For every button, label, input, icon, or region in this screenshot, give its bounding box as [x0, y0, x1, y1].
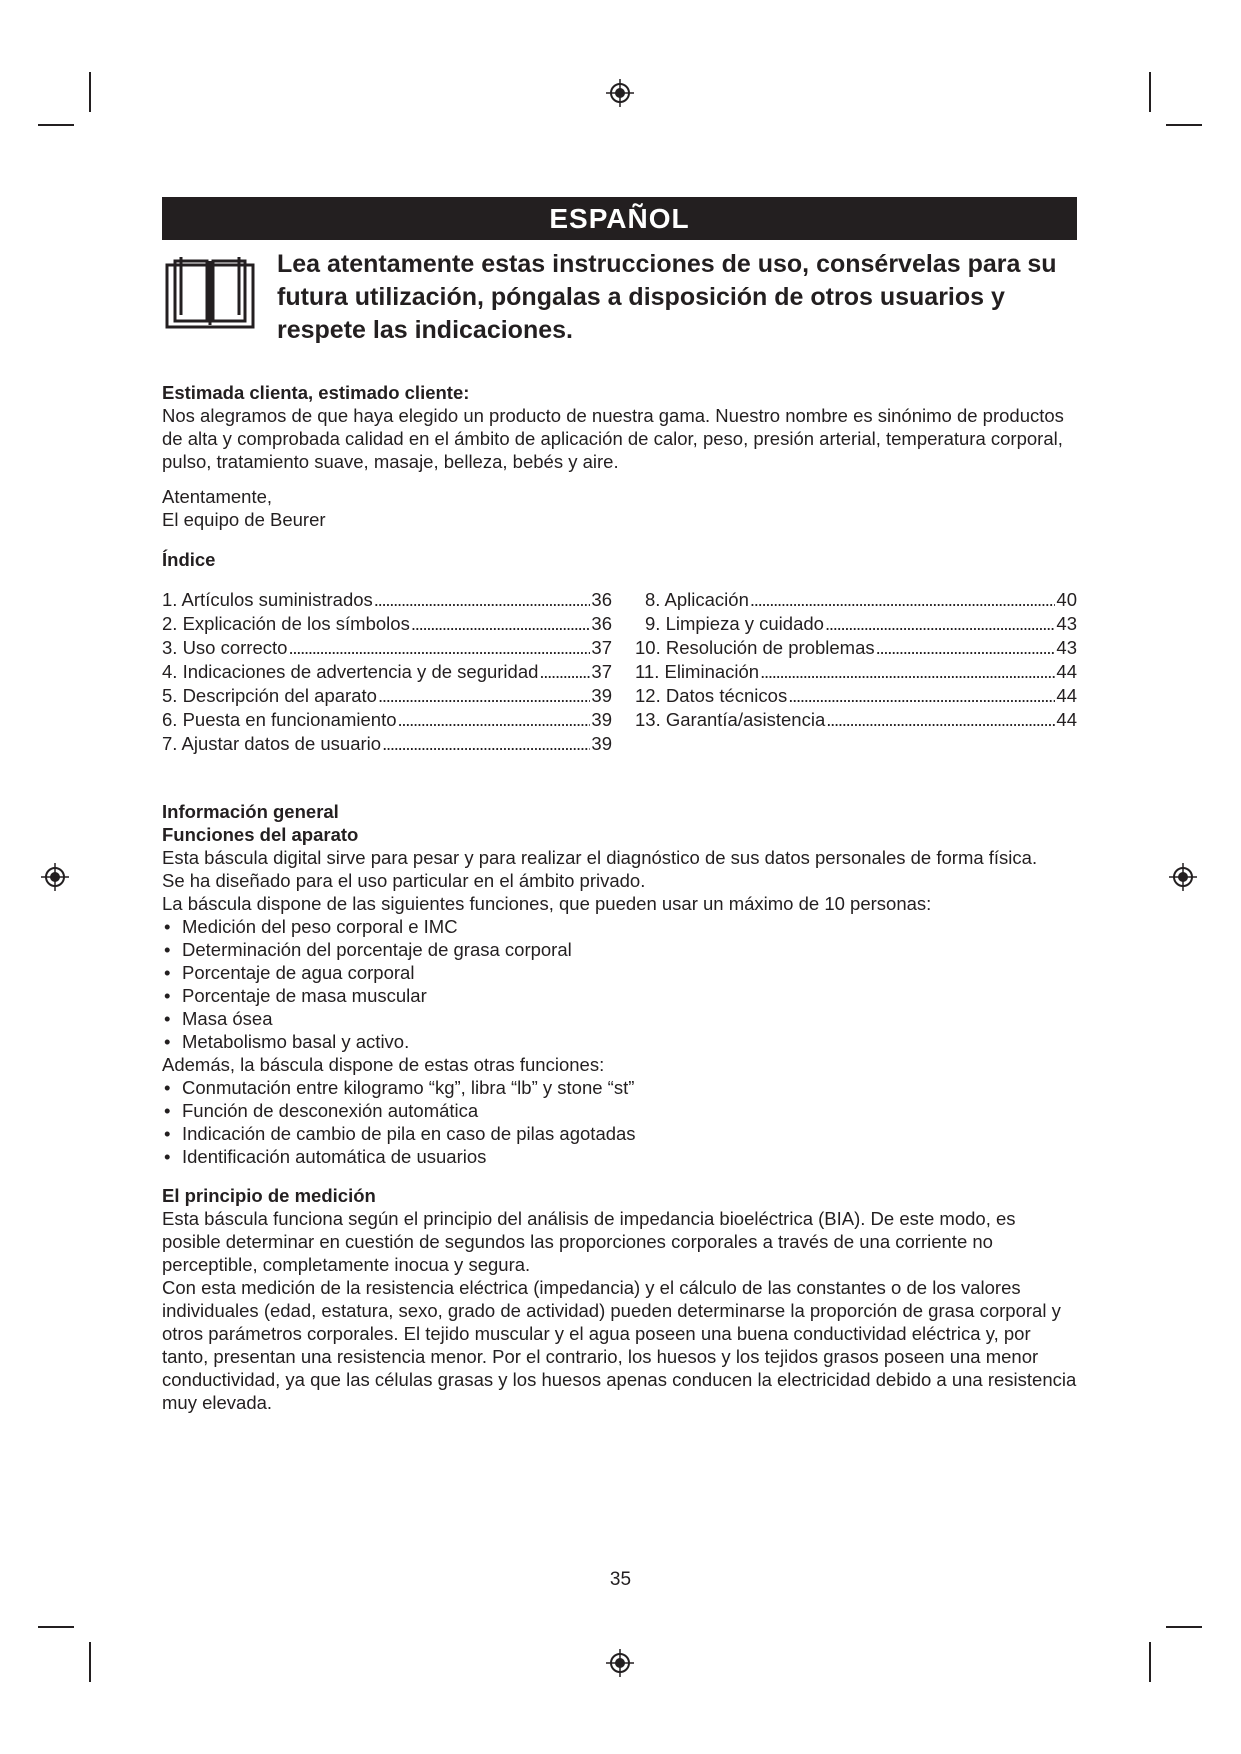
- list-item: • Indicación de cambio de pila en caso de pilas agotadas: [162, 1122, 1077, 1145]
- toc-entry[interactable]: [635, 612, 1077, 636]
- list-item: • Porcentaje de agua corporal: [162, 961, 1077, 984]
- toc-entry-label: 1. Artículos suministrados: [162, 589, 373, 610]
- crop-mark: [1166, 1626, 1202, 1628]
- toc-leader: [788, 684, 1055, 707]
- toc-leader: [374, 588, 591, 611]
- toc-entry-label: 5. Descripción del aparato: [162, 685, 377, 706]
- toc-entry-page: 37: [591, 637, 612, 658]
- toc-entry-page: 44: [1056, 661, 1077, 682]
- toc-entry[interactable]: [162, 708, 612, 732]
- toc-leader: [382, 732, 590, 755]
- list-item: • Masa ósea: [162, 1007, 1077, 1030]
- toc-entry[interactable]: [635, 588, 1077, 612]
- list-item: • Determinación del porcentaje de grasa corporal: [162, 938, 1077, 961]
- toc-entry-label: 4. Indicaciones de advertencia y de seguridad: [162, 661, 539, 682]
- toc-entry-page: 39: [591, 709, 612, 730]
- toc-entry-page: 40: [1056, 589, 1077, 610]
- toc-entry[interactable]: [635, 708, 1077, 732]
- toc-entry-page: 37: [591, 661, 612, 682]
- toc-entry[interactable]: [635, 684, 1077, 708]
- toc-entry-page: 39: [591, 685, 612, 706]
- table-of-contents: [162, 588, 1077, 756]
- closing-signature: El equipo de Beurer: [162, 509, 326, 530]
- toc-entry-label: 2. Explicación de los símbolos: [162, 613, 410, 634]
- toc-entry-page: 36: [591, 589, 612, 610]
- greeting-heading: Estimada clienta, estimado cliente:: [162, 382, 470, 403]
- crop-mark: [1149, 1642, 1151, 1682]
- list-item: • Conmutación entre kilogramo “kg”, libra “lb” y stone “st”: [162, 1076, 1077, 1099]
- extras-lead: Además, la báscula dispone de estas otras funciones:: [162, 1054, 605, 1075]
- functions-lead: La báscula dispone de las siguientes funciones, que pueden usar un máximo de 10 personas:: [162, 893, 932, 914]
- toc-leader: [411, 612, 591, 635]
- private-use-note: Se ha diseñado para el uso particular en el ámbito privado.: [162, 870, 646, 891]
- toc-entry-label: 6. Puesta en funcionamiento: [162, 709, 397, 730]
- toc-entry-label: 10. Resolución de problemas: [635, 637, 875, 658]
- toc-entry[interactable]: [162, 612, 612, 636]
- registration-mark-icon: [40, 862, 70, 892]
- general-heading: Información general: [162, 801, 339, 822]
- crop-mark: [38, 1626, 74, 1628]
- principle-paragraph: Esta báscula funciona según el principio del análisis de impedancia bioeléctrica (BIA). De este modo, es posible determinar en cuestión de segundos las proporciones corporales a través de una corriente no perceptible, completamente inocua y segura.: [162, 1208, 1016, 1275]
- toc-entry-label: 7. Ajustar datos de usuario: [162, 733, 382, 754]
- toc-leader: [539, 660, 590, 683]
- toc-entry[interactable]: [635, 636, 1077, 660]
- functions-heading: Funciones del aparato: [162, 824, 359, 845]
- list-item: • Identificación automática de usuarios: [162, 1145, 1077, 1168]
- toc-leader: [826, 708, 1055, 731]
- crop-mark: [89, 1642, 91, 1682]
- intro-instructions: Lea atentamente estas instrucciones de uso, consérvelas para su futura utilización, póngalas a disposición de otros usuarios y respete las indicaciones.: [277, 250, 1057, 344]
- extras-list: [162, 1076, 1077, 1168]
- toc-entry[interactable]: [635, 660, 1077, 684]
- toc-column-right: [635, 588, 1077, 756]
- registration-mark-icon: [605, 1648, 635, 1678]
- book-icon: [165, 255, 255, 329]
- toc-entry-page: 43: [1056, 637, 1077, 658]
- toc-entry-page: 43: [1056, 613, 1077, 634]
- toc-leader: [825, 612, 1055, 635]
- toc-entry[interactable]: [162, 588, 612, 612]
- crop-mark: [38, 124, 74, 126]
- toc-entry-page: 44: [1056, 685, 1077, 706]
- toc-entry-page: 36: [591, 613, 612, 634]
- closing-line: Atentamente,: [162, 486, 273, 507]
- toc-entry-label: 9. Limpieza y cuidado: [645, 613, 824, 634]
- functions-intro: Esta báscula digital sirve para pesar y para realizar el diagnóstico de sus datos personales de forma física.: [162, 847, 1038, 868]
- registration-mark-icon: [1168, 862, 1198, 892]
- toc-entry-label: 3. Uso correcto: [162, 637, 288, 658]
- toc-entry[interactable]: [162, 636, 612, 660]
- toc-column-left: [162, 588, 612, 756]
- index-heading: Índice: [162, 549, 216, 570]
- toc-entry-label: 12. Datos técnicos: [635, 685, 788, 706]
- registration-mark-icon: [605, 78, 635, 108]
- principle-paragraph: Con esta medición de la resistencia eléctrica (impedancia) y el cálculo de las constantes o de los valores individuales (edad, estatura, sexo, grado de actividad) pueden determinarse la proporción de grasa corporal y otros parámetros corporales. El tejido muscular y el agua poseen una buena conductividad eléctrica y, por tanto, presentan una resistencia menor. Por el contrario, los huesos y los tejidos grasos poseen una menor conductividad, ya que las células grasas y los huesos apenas conducen la electricidad debido a una resistencia muy elevada.: [162, 1277, 1077, 1413]
- toc-leader: [760, 660, 1055, 683]
- toc-entry[interactable]: [162, 660, 612, 684]
- toc-entry-page: 44: [1056, 709, 1077, 730]
- crop-mark: [1166, 124, 1202, 126]
- toc-entry-label: 8. Aplicación: [645, 589, 749, 610]
- list-item: • Porcentaje de masa muscular: [162, 984, 1077, 1007]
- main-content: [162, 381, 1077, 1414]
- functions-list: [162, 915, 1077, 1053]
- crop-mark: [89, 72, 91, 112]
- toc-leader: [750, 588, 1056, 611]
- principle-heading: El principio de medición: [162, 1185, 376, 1206]
- toc-entry-page: 39: [591, 733, 612, 754]
- list-item: • Medición del peso corporal e IMC: [162, 915, 1077, 938]
- greeting-body: Nos alegramos de que haya elegido un producto de nuestra gama. Nuestro nombre es sinónimo de productos de alta y comprobada calidad en el ámbito de aplicación de calor, peso, presión arterial, temperatura corporal, pulso, tratamiento suave, masaje, belleza, bebés y aire.: [162, 405, 1064, 472]
- language-header: ESPAÑOL: [162, 197, 1077, 240]
- toc-entry-label: 11. Eliminación: [635, 661, 760, 682]
- toc-leader: [288, 636, 590, 659]
- toc-entry[interactable]: [162, 732, 612, 756]
- toc-entry-label: 13. Garantía/asistencia: [635, 709, 826, 730]
- toc-entry[interactable]: [162, 684, 612, 708]
- page-number: 35: [609, 1569, 632, 1590]
- list-item: • Función de desconexión automática: [162, 1099, 1077, 1122]
- toc-leader: [876, 636, 1056, 659]
- toc-leader: [398, 708, 591, 731]
- list-item: • Metabolismo basal y activo.: [162, 1030, 1077, 1053]
- toc-leader: [378, 684, 590, 707]
- crop-mark: [1149, 72, 1151, 112]
